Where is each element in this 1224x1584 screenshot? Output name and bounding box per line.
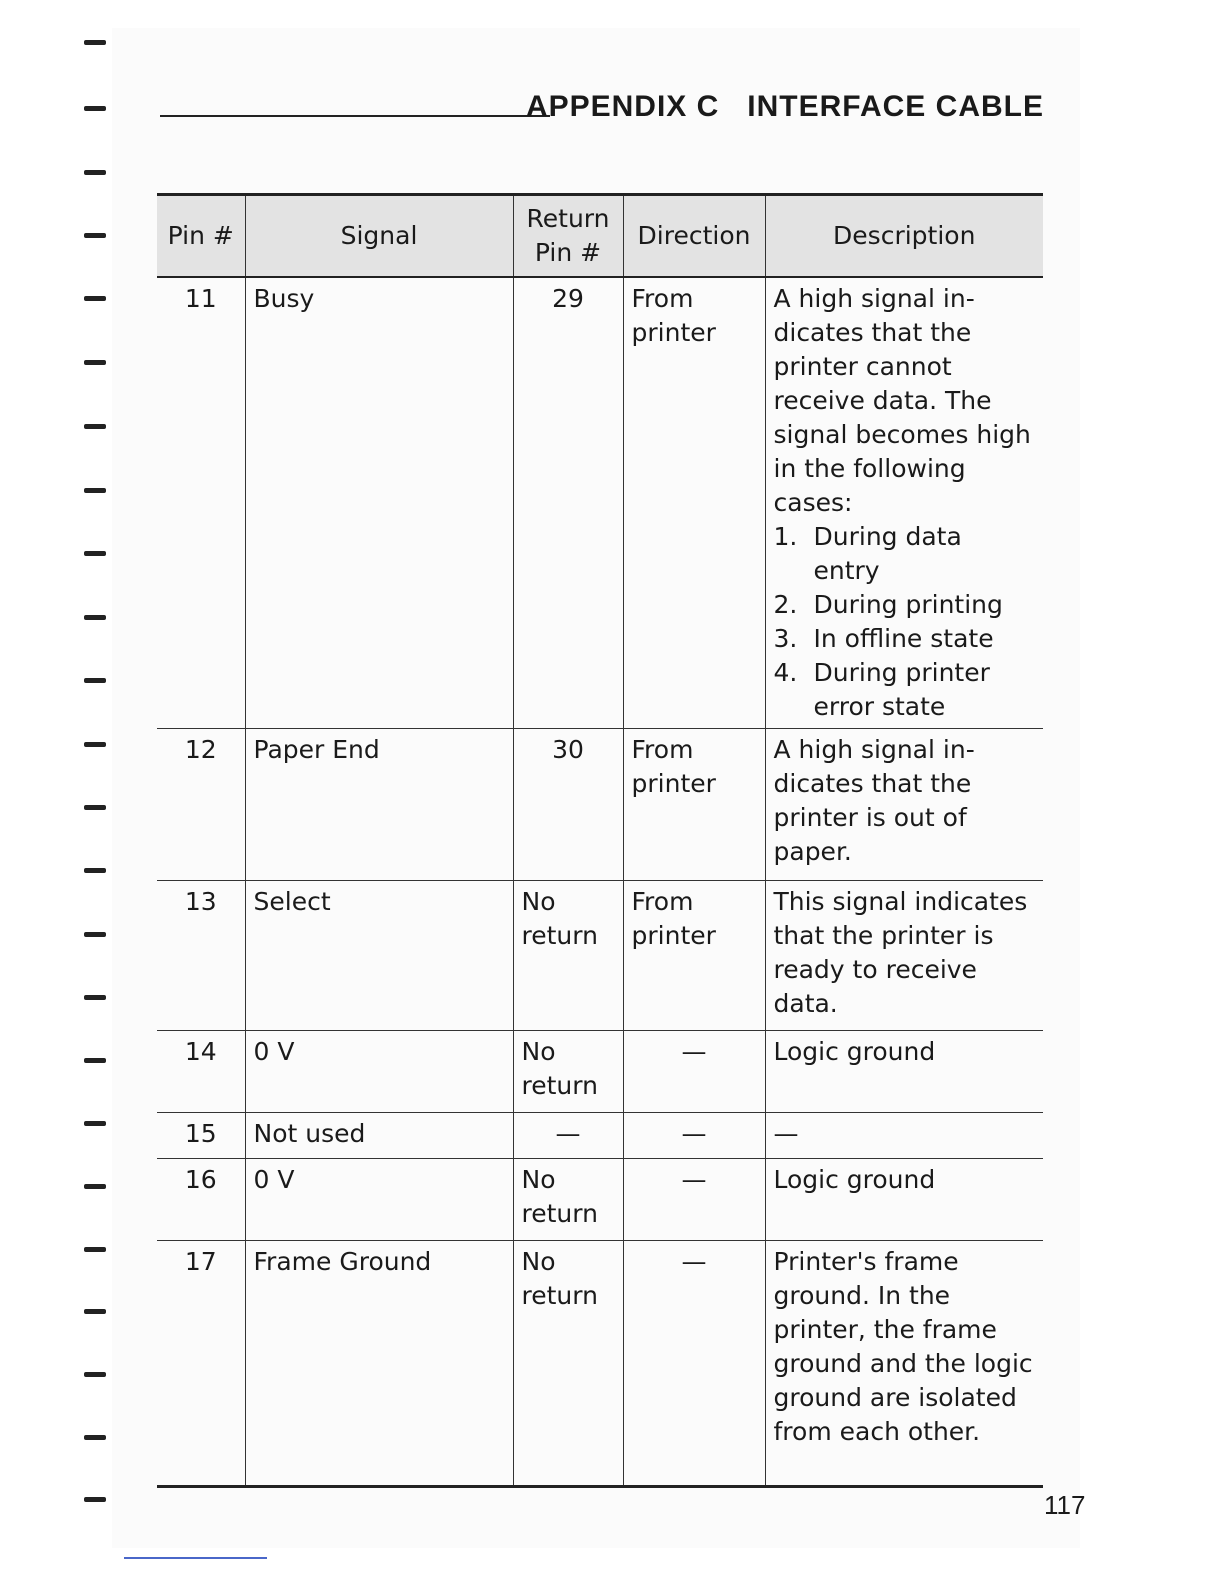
return-pin-cell — [513, 1031, 623, 1113]
direction-cell — [623, 729, 765, 881]
return-line2: return — [521, 1199, 598, 1228]
return-pin-cell: 30 — [513, 729, 623, 881]
direction-line2: printer — [631, 318, 716, 347]
column-header-signal: Signal — [245, 195, 513, 278]
column-header-return-line1: Return — [526, 204, 610, 233]
column-header-return-pin — [513, 195, 623, 278]
list-item-text: During data entry — [813, 522, 962, 585]
list-item-number: 1. — [773, 522, 798, 551]
description-cell: Logic ground — [765, 1031, 1043, 1113]
return-pin-cell: — — [513, 1113, 623, 1159]
busy-cases-list — [774, 520, 1036, 724]
table-row — [157, 1031, 1043, 1113]
table-header-row — [157, 195, 1043, 278]
description-cell: This signal indicates that the printer is ready to receive data. — [765, 881, 1043, 1031]
list-item-text: In offline state — [813, 624, 994, 653]
binding-mark — [84, 742, 106, 747]
pin-cell: 17 — [157, 1241, 245, 1487]
binding-hole-marks — [84, 0, 114, 1584]
page-number: 117 — [1044, 1490, 1086, 1520]
binding-mark — [84, 1372, 106, 1377]
direction-cell: — — [623, 1159, 765, 1241]
table-row — [157, 1113, 1043, 1159]
list-item-number: 2. — [773, 590, 798, 619]
column-header-direction: Direction — [623, 195, 765, 278]
description-cell — [765, 277, 1043, 729]
page-header — [160, 88, 1044, 128]
list-item — [774, 520, 1036, 588]
return-line1: No — [521, 1037, 556, 1066]
interface-cable-table — [157, 193, 1043, 1488]
column-header-pin: Pin # — [157, 195, 245, 278]
binding-mark — [84, 868, 106, 873]
binding-mark — [84, 233, 106, 238]
binding-mark — [84, 678, 106, 683]
return-pin-cell — [513, 881, 623, 1031]
binding-mark — [84, 1058, 106, 1063]
binding-mark — [84, 1247, 106, 1252]
table-row — [157, 1159, 1043, 1241]
return-pin-cell — [513, 1159, 623, 1241]
direction-cell: — — [623, 1031, 765, 1113]
binding-mark — [84, 106, 106, 111]
table-row — [157, 881, 1043, 1031]
list-item-text: During printing — [813, 590, 1003, 619]
direction-line2: printer — [631, 769, 716, 798]
footer-rule — [124, 1557, 267, 1559]
direction-cell: — — [623, 1113, 765, 1159]
signal-cell: 0 V — [245, 1031, 513, 1113]
pin-cell: 14 — [157, 1031, 245, 1113]
signal-cell: Paper End — [245, 729, 513, 881]
direction-line1: From — [631, 887, 694, 916]
return-pin-cell: 29 — [513, 277, 623, 729]
table-row — [157, 277, 1043, 729]
pin-cell: 12 — [157, 729, 245, 881]
list-item-text: During printer error state — [813, 658, 990, 721]
pin-cell: 13 — [157, 881, 245, 1031]
return-pin-cell — [513, 1241, 623, 1487]
binding-mark — [84, 424, 106, 429]
description-cell: A high signal in-dicates that the printer is out of paper. — [765, 729, 1043, 881]
list-item — [774, 588, 1036, 622]
pin-cell: 16 — [157, 1159, 245, 1241]
binding-mark — [84, 296, 106, 301]
pin-cell: 15 — [157, 1113, 245, 1159]
signal-cell: 0 V — [245, 1159, 513, 1241]
list-item-number: 3. — [773, 624, 798, 653]
table-row — [157, 1241, 1043, 1487]
column-header-return-line2: Pin # — [534, 238, 602, 267]
column-header-description: Description — [765, 195, 1043, 278]
binding-mark — [84, 805, 106, 810]
binding-mark — [84, 1435, 106, 1440]
table-row — [157, 729, 1043, 881]
return-line2: return — [521, 1281, 598, 1310]
header-rule — [160, 115, 550, 117]
return-line2: return — [521, 921, 598, 950]
pin-cell: 11 — [157, 277, 245, 729]
description-cell: Logic ground — [765, 1159, 1043, 1241]
binding-mark — [84, 488, 106, 493]
direction-cell: — — [623, 1241, 765, 1487]
binding-mark — [84, 40, 106, 45]
signal-cell: Frame Ground — [245, 1241, 513, 1487]
return-line1: No — [521, 887, 556, 916]
binding-mark — [84, 1184, 106, 1189]
list-item — [774, 622, 1036, 656]
direction-line1: From — [631, 284, 694, 313]
binding-mark — [84, 551, 106, 556]
binding-mark — [84, 932, 106, 937]
return-line1: No — [521, 1247, 556, 1276]
binding-mark — [84, 1121, 106, 1126]
direction-line1: From — [631, 735, 694, 764]
signal-cell: Busy — [245, 277, 513, 729]
page-title: APPENDIX C INTERFACE CABLE — [525, 90, 1044, 123]
direction-cell — [623, 881, 765, 1031]
list-item-number: 4. — [773, 658, 798, 687]
description-cell: Printer's frame ground. In the printer, the frame ground and the logic ground are isolated from each other. — [765, 1241, 1043, 1487]
binding-mark — [84, 1497, 106, 1502]
binding-mark — [84, 360, 106, 365]
list-item — [774, 656, 1036, 724]
signal-cell: Select — [245, 881, 513, 1031]
return-line1: No — [521, 1165, 556, 1194]
signal-cell: Not used — [245, 1113, 513, 1159]
return-line2: return — [521, 1071, 598, 1100]
description-text: A high signal in-dicates that the printer cannot receive data. The signal becomes high in the following cases: — [773, 284, 1031, 517]
binding-mark — [84, 615, 106, 620]
direction-line2: printer — [631, 921, 716, 950]
binding-mark — [84, 995, 106, 1000]
direction-cell — [623, 277, 765, 729]
description-cell: — — [765, 1113, 1043, 1159]
binding-mark — [84, 1309, 106, 1314]
binding-mark — [84, 170, 106, 175]
